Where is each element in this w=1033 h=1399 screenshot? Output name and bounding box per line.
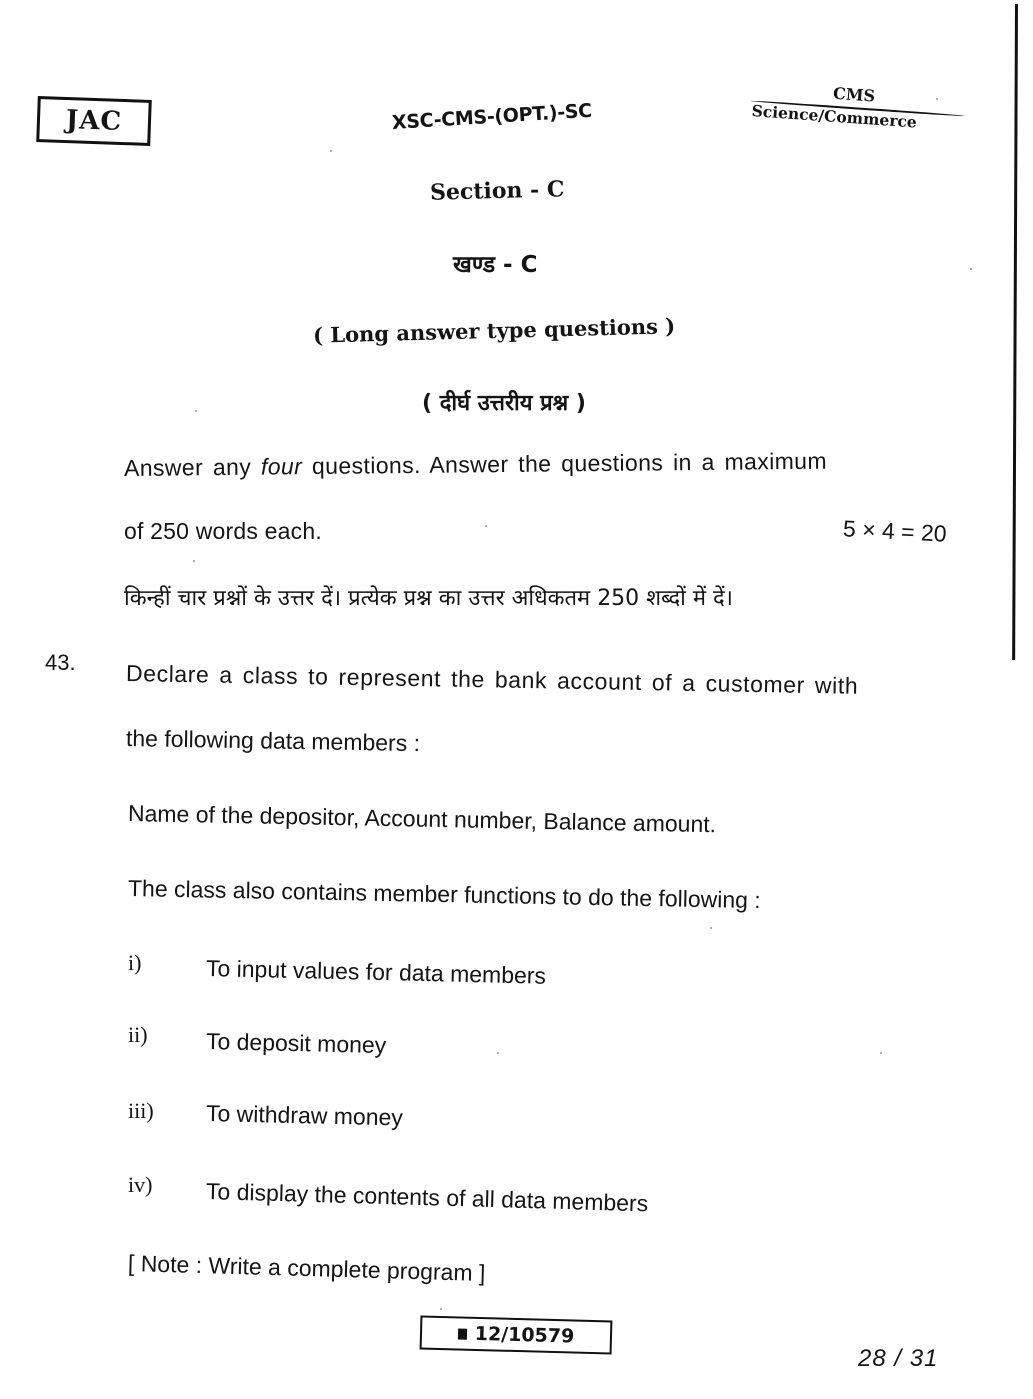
stream-label: Science/Commerce (751, 101, 918, 132)
section-type-en: ( Long answer type questions ) (312, 313, 676, 348)
paper-code: XSC-CMS-(OPT.)-SC (391, 99, 593, 134)
scan-speck (330, 150, 332, 152)
subject-code: CMS (832, 83, 876, 106)
scan-speck (195, 410, 197, 412)
question-text-line-1: Declare a class to represent the bank account of a customer with (125, 660, 859, 699)
list-item: To deposit money (205, 1028, 387, 1059)
scan-speck (710, 927, 712, 929)
question-number: 43. (45, 650, 76, 675)
instruction-line-2: of 250 words each. (124, 518, 322, 544)
scan-speck (440, 1308, 442, 1310)
list-item-number: iv) (128, 1172, 153, 1197)
instruction-line-1 (124, 448, 827, 482)
list-item: To display the contents of all data members (205, 1178, 649, 1217)
scan-speck (193, 560, 195, 562)
board-label-box (36, 96, 152, 146)
question-text-line-2: the following data members : (125, 725, 421, 757)
marks-allocation: 5 × 4 = 20 (842, 515, 948, 547)
board-label: JAC (65, 105, 123, 137)
section-type-hi: ( दीर्घ उत्तरीय प्रश्न ) (422, 391, 586, 416)
question-data-members: Name of the depositor, Account number, Balance amount. (127, 800, 717, 838)
instruction-emphasis: four (260, 453, 303, 480)
page-edge-rule (1012, 4, 1018, 660)
question-note: [ Note : Write a complete program ] (127, 1250, 486, 1286)
square-bullet-icon (458, 1328, 467, 1339)
instruction-text: Answer any (123, 453, 262, 481)
scan-speck (880, 1052, 882, 1054)
list-item-number: i) (128, 950, 142, 975)
serial-number-box (420, 1315, 613, 1354)
question-functions-intro: The class also contains member functions to do the following : (127, 875, 761, 914)
section-title-en: Section - C (429, 176, 565, 206)
scan-speck (970, 268, 972, 270)
list-item: To withdraw money (205, 1100, 404, 1131)
list-item-number: ii) (128, 1022, 148, 1047)
list-item-number: iii) (128, 1098, 154, 1123)
scan-speck (936, 98, 938, 100)
list-item: To input values for data members (205, 955, 547, 989)
page-number: 28 / 31 (858, 1345, 939, 1372)
instruction-text: questions. Answer the questions in a maximum (302, 447, 828, 480)
section-title-hi: खण्ड - C (453, 252, 538, 278)
subject-stream-block (746, 78, 976, 174)
serial-number: 12/10579 (474, 1322, 575, 1348)
scan-speck (485, 525, 487, 527)
scan-speck (497, 1052, 499, 1054)
instruction-hindi: किन्हीं चार प्रश्नों के उत्तर दें। प्रत्येक प्रश्न का उत्तर अधिकतम 250 शब्दों में दें। (124, 586, 734, 611)
